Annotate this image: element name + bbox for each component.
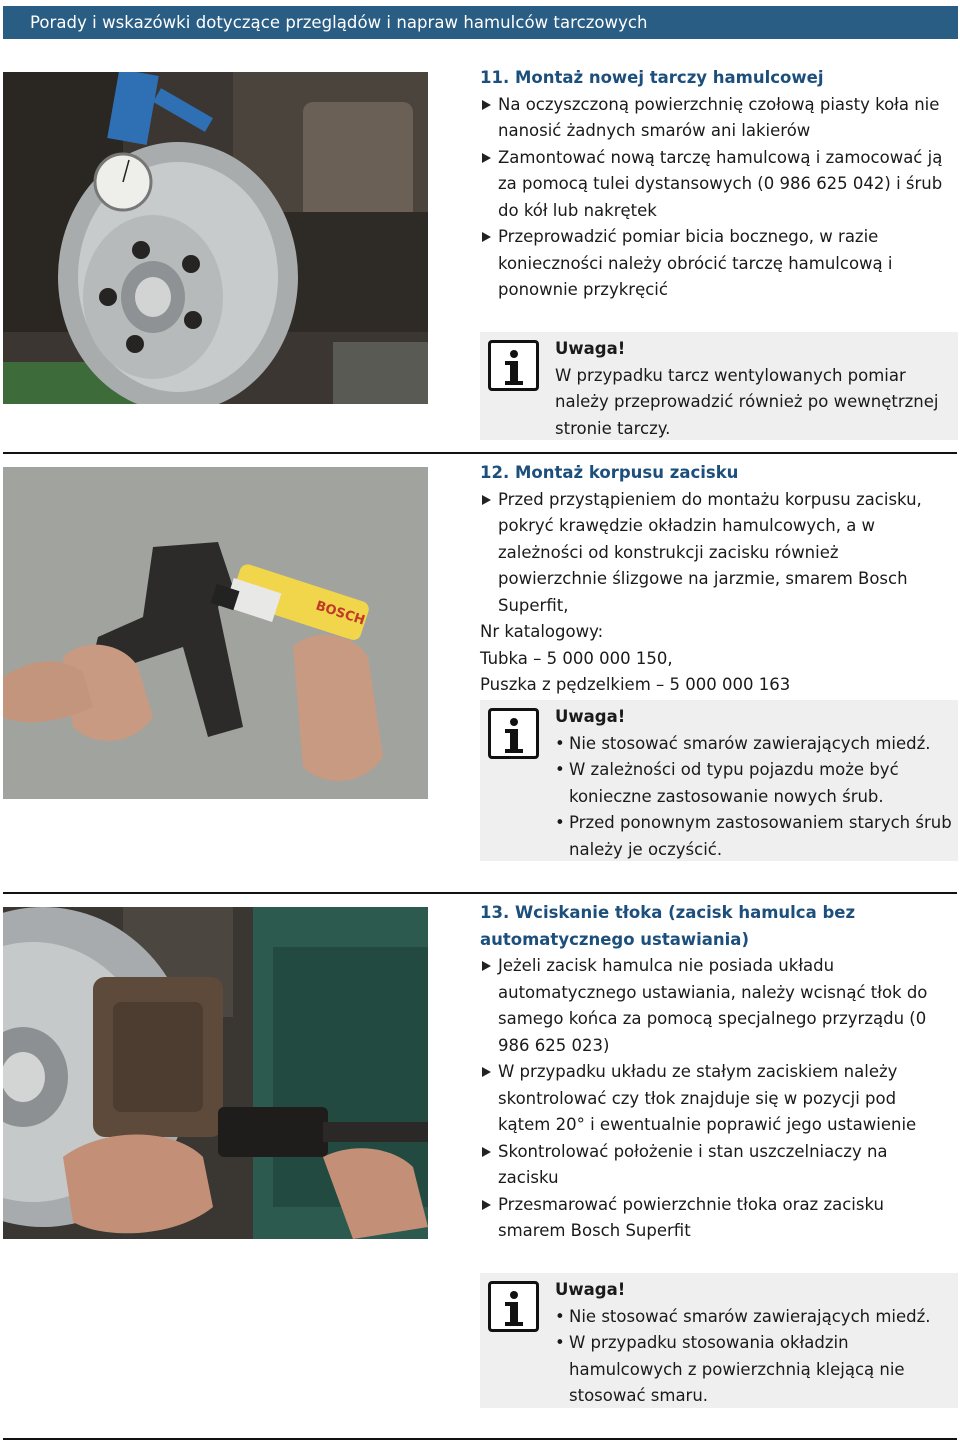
warning-note bbox=[480, 1273, 958, 1408]
instruction-list bbox=[480, 487, 950, 620]
section-divider bbox=[3, 892, 957, 894]
note-item: • Przed ponownym zastosowaniem starych śrub należy je oczyścić. bbox=[555, 810, 952, 863]
info-icon bbox=[488, 708, 539, 759]
photo-brake-disc-dial-gauge bbox=[3, 72, 428, 404]
note-title: Uwaga! bbox=[555, 707, 626, 726]
note-item: • Nie stosować smarów zawierających miedź. bbox=[555, 731, 952, 758]
catalog-can: Puszka z pędzelkiem – 5 000 000 163 bbox=[480, 675, 791, 694]
page-bottom-rule bbox=[3, 1438, 957, 1440]
bosch-logo: BOSCH bbox=[313, 598, 367, 629]
note-list bbox=[555, 1304, 952, 1410]
section-heading: 13. Wciskanie tłoka (zacisk hamulca bez automatycznego ustawiania) bbox=[480, 903, 856, 949]
list-item: Na oczyszczoną powierzchnię czołową piasty koła nie nanosić żadnych smarów ani lakierów bbox=[480, 92, 950, 145]
list-item: Zamontować nową tarczę hamulcową i zamocować ją za pomocą tulei dystansowych (0 986 625 042) i śrub do kół lub nakrętek bbox=[480, 145, 950, 225]
catalog-label: Nr katalogowy: bbox=[480, 622, 604, 641]
section-11 bbox=[480, 65, 950, 304]
list-item: Przeprowadzić pomiar bicia bocznego, w razie konieczności należy obrócić tarczę hamulcową i ponownie przykręcić bbox=[480, 224, 950, 304]
section-heading: 11. Montaż nowej tarczy hamulcowej bbox=[480, 68, 824, 87]
list-item: Jeżeli zacisk hamulca nie posiada układu automatycznego ustawiania, należy wcisnąć tłok do samego końca za pomocą specjalnego przyrządu (0 986 625 023) bbox=[480, 953, 950, 1059]
catalog-tube: Tubka – 5 000 000 150, bbox=[480, 648, 673, 668]
note-list bbox=[555, 731, 952, 864]
note-item: • W zależności od typu pojazdu może być konieczne zastosowanie nowych śrub. bbox=[555, 757, 952, 810]
info-icon bbox=[488, 340, 539, 391]
photo-piston-reset bbox=[3, 907, 428, 1239]
page-title: Porady i wskazówki dotyczące przeglądów i napraw hamulców tarczowych bbox=[30, 13, 648, 32]
page-header bbox=[3, 6, 958, 39]
photo-caliper-grease bbox=[3, 467, 428, 799]
note-title: Uwaga! bbox=[555, 339, 626, 358]
instruction-list bbox=[480, 92, 950, 304]
note-title: Uwaga! bbox=[555, 1280, 626, 1299]
instruction-list bbox=[480, 953, 950, 1245]
info-icon bbox=[488, 1281, 539, 1332]
list-item: Przesmarować powierzchnie tłoka oraz zacisku smarem Bosch Superfit bbox=[480, 1192, 950, 1245]
list-item: W przypadku układu ze stałym zaciskiem należy skontrolować czy tłok znajduje się w pozycji pod kątem 20° i ewentualnie poprawić jego ustawienie bbox=[480, 1059, 950, 1139]
list-item: Skontrolować położenie i stan uszczelniaczy na zacisku bbox=[480, 1139, 950, 1192]
note-item: • Nie stosować smarów zawierających miedź. bbox=[555, 1304, 952, 1331]
warning-note bbox=[480, 700, 958, 861]
section-13 bbox=[480, 900, 950, 1245]
section-12 bbox=[480, 460, 950, 699]
note-item: • W przypadku stosowania okładzin hamulcowych z powierzchnią klejącą nie stosować smaru. bbox=[555, 1330, 952, 1410]
warning-note bbox=[480, 332, 958, 440]
section-divider bbox=[3, 452, 957, 454]
list-item: Przed przystąpieniem do montażu korpusu zacisku, pokryć krawędzie okładzin hamulcowych, a w zależności od konstrukcji zacisku również powierzchnie ślizgowe na jarzmie, smarem Bosch Superfit, bbox=[480, 487, 950, 620]
note-text: W przypadku tarcz wentylowanych pomiar należy przeprowadzić również po wewnętrznej stronie tarczy. bbox=[555, 365, 939, 438]
section-heading: 12. Montaż korpusu zacisku bbox=[480, 463, 739, 482]
